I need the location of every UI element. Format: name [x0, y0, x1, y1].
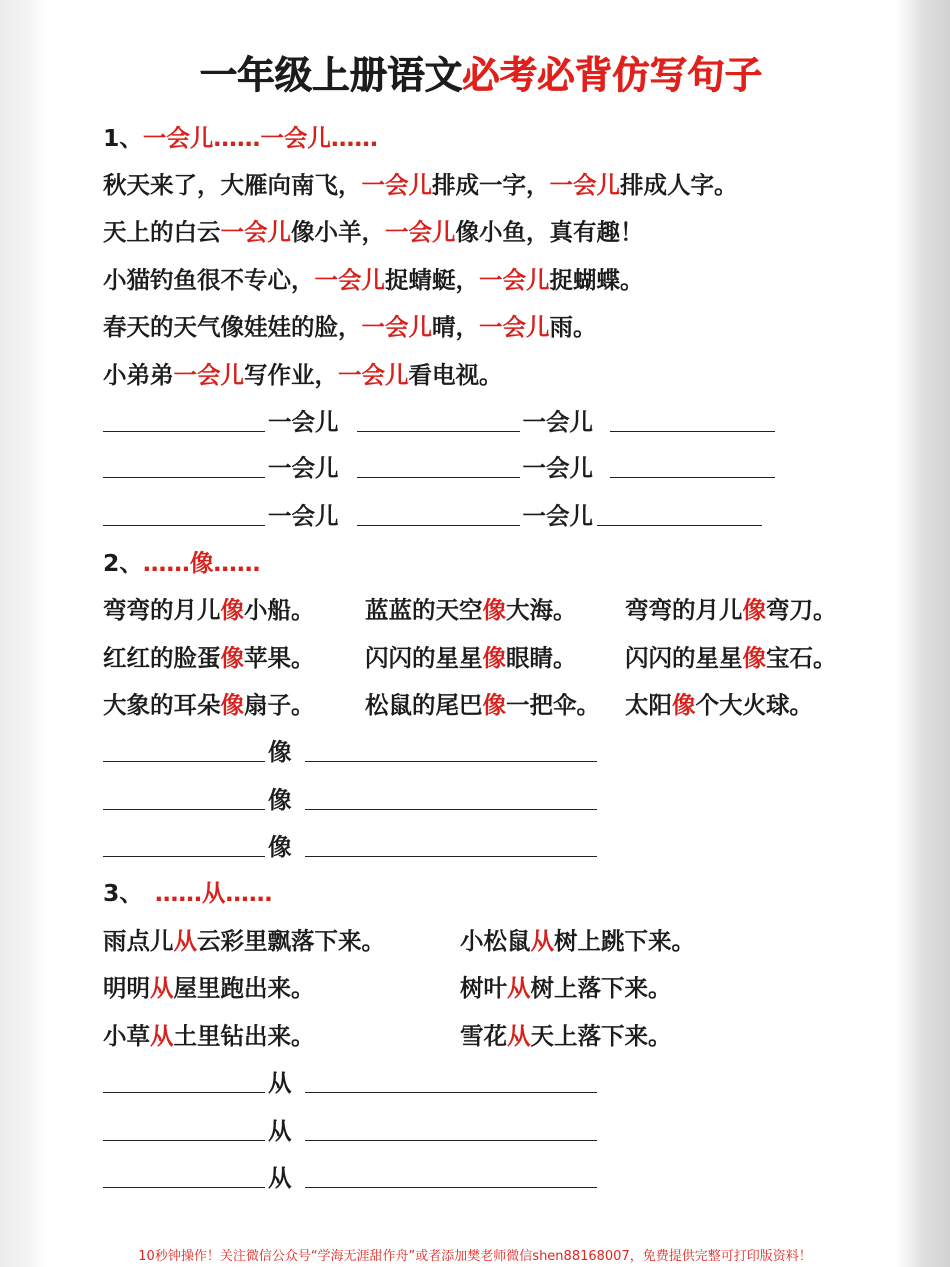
example-sentence [103, 310, 597, 344]
section-number: 1、 [103, 124, 143, 152]
example-sentence [103, 971, 460, 1005]
blank-row-word: 一会儿 [522, 502, 593, 530]
sentence-text: 明明 [103, 974, 150, 1002]
sentence-text: 排成一字， [432, 171, 550, 199]
example-row [103, 593, 837, 627]
blank-row-word: 一会儿 [522, 454, 593, 482]
example-sentence [103, 263, 644, 297]
sentence-text: 树上落下来。 [530, 974, 672, 1002]
sentence-text: 写作业， [244, 361, 338, 389]
section-number: 2、 [103, 549, 143, 577]
keyword: 像 [672, 691, 696, 719]
sentence-text: 屋里跑出来。 [173, 974, 315, 1002]
blank-line [610, 405, 775, 432]
sentence-text: 眼睛。 [506, 644, 577, 672]
blank-line [305, 1114, 597, 1141]
keyword: 像 [482, 596, 506, 624]
keyword: 一会儿 [361, 171, 432, 199]
blank-line [305, 1066, 597, 1093]
blank-line [103, 783, 265, 810]
sentence-text: 排成人字。 [620, 171, 738, 199]
example-sentence [103, 924, 460, 958]
example-sentence [625, 688, 813, 722]
example-sentence [103, 168, 738, 202]
blank-line [357, 405, 520, 432]
blank-row-word: 像 [268, 738, 292, 766]
example-sentence [460, 924, 695, 958]
sentence-text: 松鼠的尾巴 [365, 691, 483, 719]
fill-in-row [103, 405, 775, 439]
blank-row-word: 像 [268, 833, 292, 861]
sentence-text: 像小羊， [291, 218, 385, 246]
example-sentence [103, 358, 503, 392]
sentence-text: 春天的天气像娃娃的脸， [103, 313, 362, 341]
keyword: 从 [150, 1022, 174, 1050]
blank-line [103, 1066, 265, 1093]
keyword: 一会儿 [314, 266, 385, 294]
sentence-text: 雨点儿 [103, 927, 174, 955]
sentence-text: 一把伞。 [506, 691, 600, 719]
sentence-text: 宝石。 [766, 644, 837, 672]
sentence-text: 闪闪的星星 [625, 644, 743, 672]
blank-row-word: 像 [268, 786, 292, 814]
sentence-text: 像小鱼，真有趣！ [455, 218, 644, 246]
example-sentence [103, 641, 365, 675]
blank-line [357, 499, 520, 526]
sentence-text: 闪闪的星星 [365, 644, 483, 672]
sentence-text: 扇子。 [244, 691, 315, 719]
keyword: 像 [482, 691, 506, 719]
sentence-text: 小猫钓鱼很不专心， [103, 266, 315, 294]
section-header [103, 546, 260, 580]
keyword: 像 [220, 691, 244, 719]
sentence-text: 小船。 [244, 596, 315, 624]
blank-row-word: 一会儿 [268, 408, 339, 436]
keyword: 像 [220, 596, 244, 624]
sentence-text: 雨。 [549, 313, 597, 341]
section-header [103, 876, 272, 910]
example-row [103, 924, 695, 958]
keyword: 从 [507, 974, 531, 1002]
sentence-text: 雪花 [460, 1022, 507, 1050]
fill-in-row [103, 451, 775, 485]
blank-line [103, 1114, 265, 1141]
example-sentence [365, 593, 625, 627]
example-sentence [460, 971, 672, 1005]
keyword: 从 [507, 1022, 531, 1050]
example-sentence [625, 593, 837, 627]
footer-note: 10秒钟操作！关注微信公众号“学海无涯甜作舟”或者添加樊老师微信shen88168007，免费提供完整可打印版资料！ [138, 1249, 812, 1264]
blank-line [103, 1161, 265, 1188]
sentence-text: 苹果。 [244, 644, 315, 672]
blank-line [103, 499, 265, 526]
fill-in-row [103, 1161, 597, 1195]
keyword: 像 [482, 644, 506, 672]
fill-in-row [103, 1066, 597, 1100]
sentence-text: 看电视。 [408, 361, 503, 389]
sentence-text: 大象的耳朵 [103, 691, 221, 719]
keyword: 一会儿 [549, 171, 620, 199]
example-sentence [103, 688, 365, 722]
page-title [12, 50, 950, 100]
sentence-text: 蓝蓝的天空 [365, 596, 483, 624]
blank-line [103, 451, 265, 478]
fill-in-row [103, 499, 762, 533]
sentence-text: 小弟弟 [103, 361, 174, 389]
keyword: 像 [742, 644, 766, 672]
example-sentence [103, 593, 365, 627]
keyword: 像 [742, 596, 766, 624]
blank-line [305, 1161, 597, 1188]
blank-line [610, 451, 775, 478]
sentence-text: 捉蝴蝶。 [549, 266, 644, 294]
example-sentence [103, 1019, 460, 1053]
sentence-text: 天上落下来。 [530, 1022, 672, 1050]
sentence-text: 秋天来了，大雁向南飞， [103, 171, 362, 199]
title-text: 一年级上册语文 [199, 53, 463, 97]
blank-row-word: 一会儿 [268, 502, 339, 530]
sentence-text: 弯刀。 [766, 596, 837, 624]
blank-line [357, 451, 520, 478]
blank-row-word: 从 [268, 1117, 292, 1145]
example-row [103, 688, 813, 722]
keyword: 一会儿 [338, 361, 409, 389]
section-pattern: ……像…… [142, 549, 261, 577]
keyword: 一会儿 [173, 361, 244, 389]
blank-line [305, 735, 597, 762]
sentence-text: 弯弯的月儿 [625, 596, 743, 624]
title-highlight: 必考必背仿写句子 [462, 53, 763, 97]
example-sentence [103, 215, 644, 249]
sentence-text: 树上跳下来。 [554, 927, 695, 955]
keyword: 从 [173, 927, 197, 955]
keyword: 一会儿 [361, 313, 432, 341]
blank-row-word: 一会儿 [522, 408, 593, 436]
sentence-text: 云彩里飘落下来。 [197, 927, 385, 955]
blank-row-word: 一会儿 [268, 454, 339, 482]
example-sentence [365, 641, 625, 675]
blank-line [305, 830, 597, 857]
example-sentence [460, 1019, 672, 1053]
sentence-text: 大海。 [506, 596, 577, 624]
keyword: 一会儿 [479, 313, 550, 341]
sentence-text: 捉蜻蜓， [385, 266, 479, 294]
sentence-text: 晴， [432, 313, 479, 341]
sentence-text: 弯弯的月儿 [103, 596, 221, 624]
blank-row-word: 从 [268, 1069, 292, 1097]
fill-in-row [103, 830, 597, 864]
keyword: 从 [150, 974, 174, 1002]
example-row [103, 1019, 672, 1053]
fill-in-row [103, 1114, 597, 1148]
sentence-text: 树叶 [460, 974, 507, 1002]
keyword: 像 [220, 644, 244, 672]
blank-line [103, 735, 265, 762]
sentence-text: 个大火球。 [695, 691, 813, 719]
section-pattern: ……从…… [154, 879, 273, 907]
sentence-text: 小草 [103, 1022, 150, 1050]
keyword: 一会儿 [479, 266, 550, 294]
sentence-text: 土里钻出来。 [173, 1022, 315, 1050]
section-pattern: 一会儿……一会儿…… [142, 124, 378, 152]
example-sentence [625, 641, 837, 675]
keyword: 从 [530, 927, 554, 955]
blank-line [103, 830, 265, 857]
example-sentence [365, 688, 625, 722]
sentence-text: 天上的白云 [103, 218, 221, 246]
example-row [103, 641, 837, 675]
fill-in-row [103, 735, 597, 769]
section-header [103, 121, 378, 155]
fill-in-row [103, 783, 597, 817]
blank-line [103, 405, 265, 432]
keyword: 一会儿 [385, 218, 456, 246]
blank-line [305, 783, 597, 810]
sentence-text: 小松鼠 [460, 927, 531, 955]
example-row [103, 971, 672, 1005]
blank-row-word: 从 [268, 1164, 292, 1192]
sentence-text: 红红的脸蛋 [103, 644, 221, 672]
keyword: 一会儿 [220, 218, 291, 246]
sentence-text: 太阳 [625, 691, 672, 719]
blank-line [597, 499, 762, 526]
section-number: 3、 [103, 879, 143, 907]
